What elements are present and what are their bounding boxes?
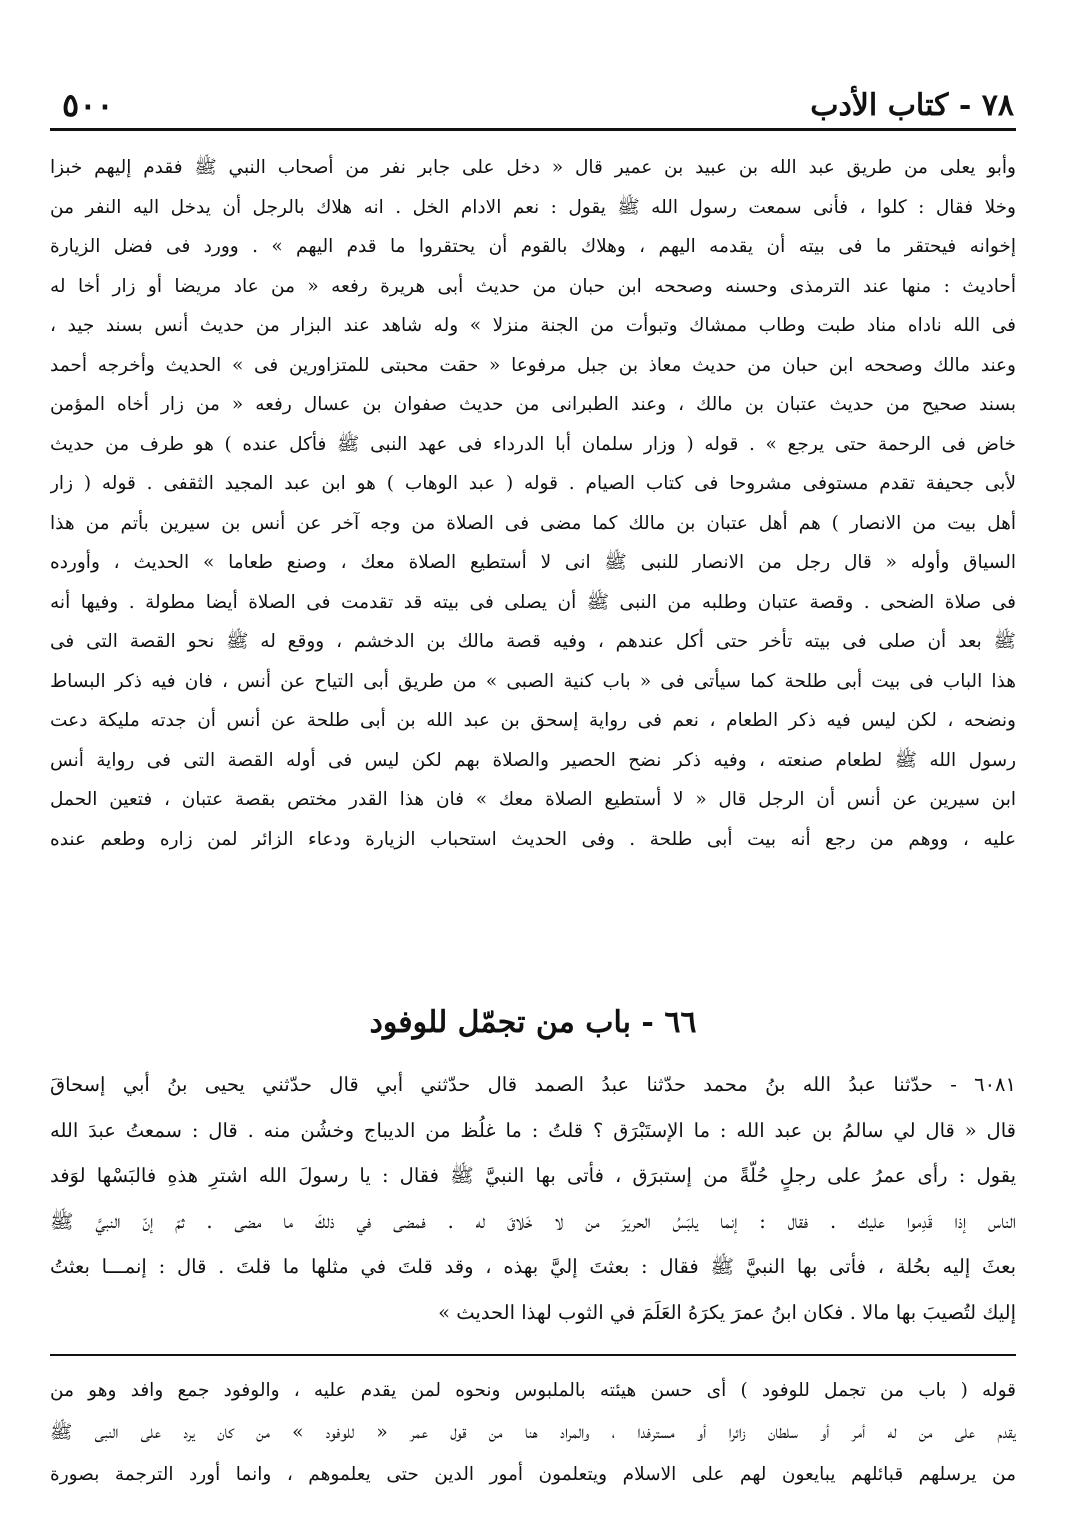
commentary-line: وعند مالك وصححه ابن حبان من حديث معاذ بن جبل مرفوعا « حقت محبتى للمتزاورين فى » الحديث وأخرجه أحمد [50, 354, 1016, 376]
commentary-line: وخلا فقال : كلوا ، فأنى سمعت رسول الله ﷺ يقول : نعم الادام الخل . انه هلاك بالرجل أن يدخل اليه النفر من [50, 196, 1016, 218]
commentary-line: هذا الباب فى بيت أبى طلحة كما سيأتى فى « باب كنية الصبى » من طريق أبى التياح عن أنس ، فان فيه ذكر البساط [50, 670, 1016, 692]
commentary-block [50, 148, 1016, 859]
commentary-line: خاض فى الرحمة حتى يرجع » . قوله ( وزار سلمان أبا الدرداء فى عهد النبى ﷺ فأكل عنده ) هو طرف من حديث [50, 433, 1016, 455]
page-header [50, 70, 1016, 131]
page-number: ٥٠٠ [62, 86, 114, 124]
sharh-line: قوله ( باب من تجمل للوفود ) أى حسن هيئته بالملبوس ونحوه لمن يقدم عليه ، والوفود جمع وافد وهو من [50, 1380, 1016, 1401]
hadith-block [50, 1062, 1016, 1335]
hadith-line: الناس إذا قَدِموا عليك . فقال : إنما يلبَسُ الحريرَ من لا خَلاقَ له . فمضى في ذلكَ ما مضى . ثمّ إنّ النبيَّ ﷺ [50, 1209, 1016, 1233]
commentary-line: فى صلاة الضحى . وقصة عتبان وطلبه من النبى ﷺ أن يصلى فى بيته قد تقدمت فى الصلاة أيضا مطولة . وفيها أنه [50, 591, 1016, 613]
commentary-line: ونضحه ، لكن ليس فيه ذكر الطعام ، نعم فى رواية إسحق بن عبد الله بن أبى طلحة عن أنس أن جدته مليكة دعت [50, 710, 1016, 731]
hadith-line: إليك لتُصيبَ بها مالا . فكان ابنُ عمرَ يكرَهُ العَلَمَ في الثوب لهذا الحديث » [438, 1300, 1016, 1324]
sharh-line: من يرسلهم قبائلهم يبايعون لهم على الاسلام ويتعلمون أمور الدين حتى يعلموهم ، وانما أورد الترجمة بصورة [50, 1464, 1016, 1485]
commentary-line: لأبى جحيفة تقدم مستوفى مشروحا فى كتاب الصيام . قوله ( عبد الوهاب ) هو ابن عبد المجيد الثقفى . قوله ( زار [50, 473, 1016, 494]
sharh-line: يقدم على من له أمر أو سلطان زائرا أو مسترفدا ، والمراد هنا من قول عمر « للوفود » من كان يرد على النبى ﷺ [50, 1422, 1016, 1443]
hadith-line: قال « قال لي سالمُ بن عبد الله : ما الإستَبْرَق ؟ قلتُ : ما غلُظ من الديباج وخشُن منه . قال : سمعتُ عبدَ الله [50, 1118, 1016, 1142]
commentary-line: فى الله ناداه مناد طبت وطاب ممشاك وتبوأت من الجنة منزلا » وله شاهد عند البزار من حديث أنس بسند جيد ، [50, 315, 1016, 336]
sharh-block [50, 1370, 1016, 1496]
hadith-line: يقول : رأى عمرُ على رجلٍ حُلّةً من إستبرَق ، فأتى بها النبيَّ ﷺ فقال : يا رسولَ الله اشترِ هذهِ فالبَسْها لوَفد [50, 1164, 1016, 1187]
commentary-line: عليه ، ووهم من رجع أنه بيت أبى طلحة . وفى الحديث استحباب الزيارة ودعاء الزائر لمن زاره وطعم عنده [50, 828, 1016, 850]
commentary-line: أهل بيت من الانصار ) هم أهل عتبان بن مالك كما مضى فى الصلاة من وجه آخر عن أنس بن سيرين بأتم من هذا [50, 512, 1016, 534]
section-divider [50, 1354, 1016, 1356]
commentary-line: إخوانه فيحتقر ما فى بيته أن يقدمه اليهم ، وهلاك بالقوم أن يحتقروا ما قدم اليهم » . وورد فى فضل الزيارة [50, 236, 1016, 257]
commentary-line: أحاديث : منها عند الترمذى وحسنه وصححه ابن حبان من حديث أبى هريرة رفعه « من عاد مريضا أو زار أخا له [50, 275, 1016, 297]
commentary-line: وأبو يعلى من طريق عبد الله بن عبيد بن عمير قال « دخل على جابر نفر من أصحاب النبي ﷺ فقدم إليهم خبزا [50, 157, 1016, 178]
commentary-line: رسول الله ﷺ لطعام صنعته ، وفيه ذكر نضح الحصير والصلاة بهم لكن ليس فى أوله القصة التى فى رواية أنس [50, 749, 1016, 771]
hadith-line: ٦٠٨١ - حدّثنا عبدُ الله بنُ محمد حدّثنا عبدُ الصمد قال حدّثني أبي قال حدّثني يحيى بنُ أبي إسحاقَ [50, 1073, 1016, 1096]
commentary-line: بسند صحيح من حديث عتبان بن مالك ، وعند الطبرانى من حديث صفوان بن عسال رفعه « من زار أخاه المؤمن [50, 394, 1016, 415]
commentary-line: ﷺ بعد أن صلى فى بيته تأخر حتى أكل عندهم ، وفيه قصة مالك بن الدخشم ، ووقع له ﷺ نحو القصة التى فى [50, 631, 1016, 652]
document-page [50, 70, 1016, 1510]
commentary-line: ابن سيرين عن أنس أن الرجل قال « لا أستطيع الصلاة معك » فان هذا القدر مختص بقصة عتبان ، فتعين الحمل [50, 789, 1016, 810]
running-title: ٧٨ - كتاب الأدب [810, 88, 1014, 123]
chapter-heading: ٦٦ - باب من تجمّل للوفود [369, 1005, 697, 1040]
hadith-line: بعثَ إليه بحُلة ، فأتى بها النبيَّ ﷺ فقال : بعثتَ إليَّ بهذه ، وقد قلتَ في مثلها ما قلتَ . قال : إنمـــا بعثتُ [50, 1255, 1016, 1278]
commentary-line: السياق وأوله « قال رجل من الانصار للنبى ﷺ انى لا أستطيع الصلاة معك ، وصنع طعاما » الحديث ، وأورده [50, 552, 1016, 573]
